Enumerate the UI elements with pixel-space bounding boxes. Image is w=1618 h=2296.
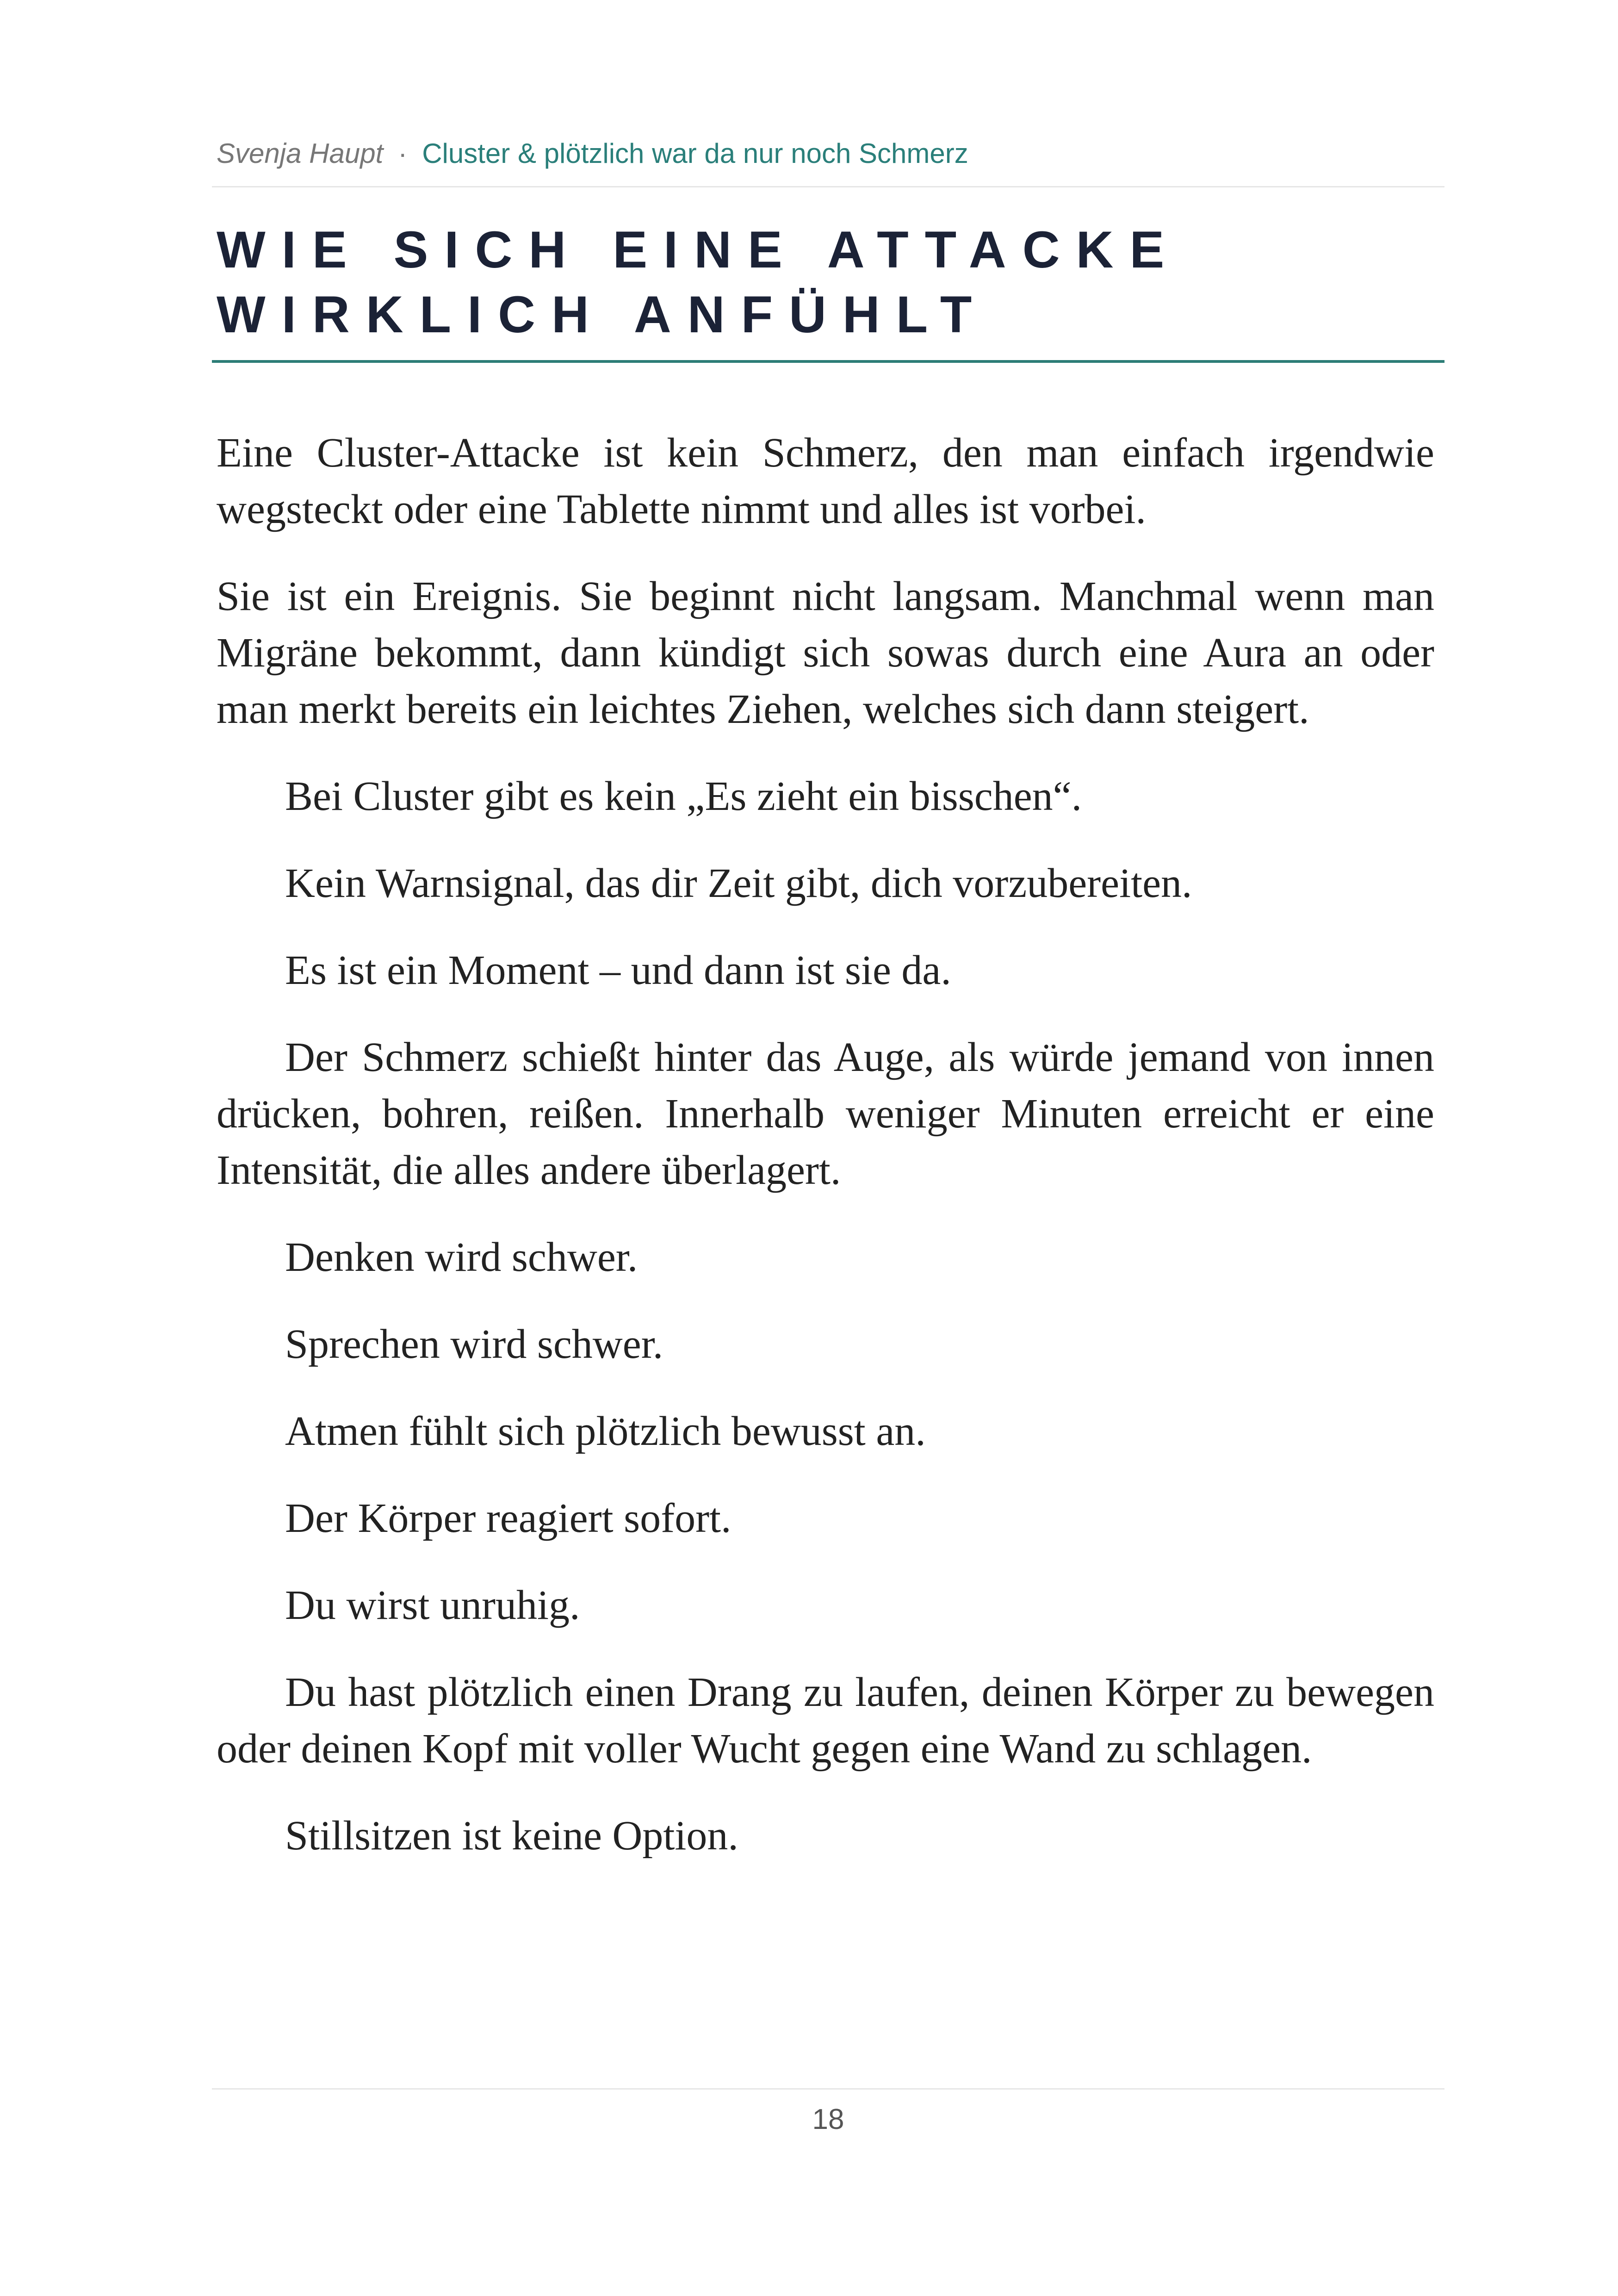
paragraph: Atmen fühlt sich plötzlich bewusst an. <box>285 1408 926 1454</box>
chapter-title-line-1: WIE SICH EINE ATTACKE <box>217 221 1181 279</box>
paragraph: Der Körper reagiert sofort. <box>285 1495 732 1541</box>
footer-divider <box>212 2088 1444 2090</box>
header-divider <box>212 186 1444 187</box>
running-header <box>217 135 1443 172</box>
paragraph: Sprechen wird schwer. <box>285 1321 663 1367</box>
paragraph: Denken wird schwer. <box>285 1234 638 1280</box>
chapter-title-line-2: WIRKLICH ANFÜHLT <box>217 286 988 343</box>
header-separator: · <box>398 138 408 169</box>
paragraph: Bei Cluster gibt es kein „Es zieht ein bisschen“. <box>285 773 1082 819</box>
paragraph: Eine Cluster-Attacke ist kein Schmerz, den man einfach irgendwie wegsteckt oder eine Tablette nimmt und alles ist vorbei. <box>217 430 1434 532</box>
paragraph: Es ist ein Moment – und dann ist sie da. <box>285 947 951 993</box>
paragraph: Du hast plötzlich einen Drang zu laufen, deinen Körper zu bewegen oder deinen Kopf mit voller Wucht gegen eine Wand zu schlagen. <box>217 1669 1434 1772</box>
paragraph: Du wirst unruhig. <box>285 1582 580 1628</box>
paragraph: Kein Warnsignal, das dir Zeit gibt, dich vorzubereiten. <box>285 860 1192 906</box>
paragraph: Sie ist ein Ereignis. Sie beginnt nicht langsam. Manchmal wenn man Migräne bekommt, dann kündigt sich sowas durch eine Aura an oder man merkt bereits ein leichtes Ziehen, welches sich dann steigert. <box>217 573 1434 732</box>
paragraph: Der Schmerz schießt hinter das Auge, als würde jemand von innen drücken, bohren, reißen. Innerhalb weniger Minuten erreicht er eine Intensität, die alles andere überlagert. <box>217 1034 1434 1193</box>
header-book-title: Cluster & plötzlich war da nur noch Schmerz <box>422 138 968 169</box>
page-number: 18 <box>812 2103 844 2135</box>
header-author: Svenja Haupt <box>217 138 384 169</box>
chapter-title <box>217 218 1443 347</box>
chapter-title-underline <box>212 360 1444 363</box>
paragraph: Stillsitzen ist keine Option. <box>285 1813 738 1859</box>
body-text <box>217 425 1434 1895</box>
